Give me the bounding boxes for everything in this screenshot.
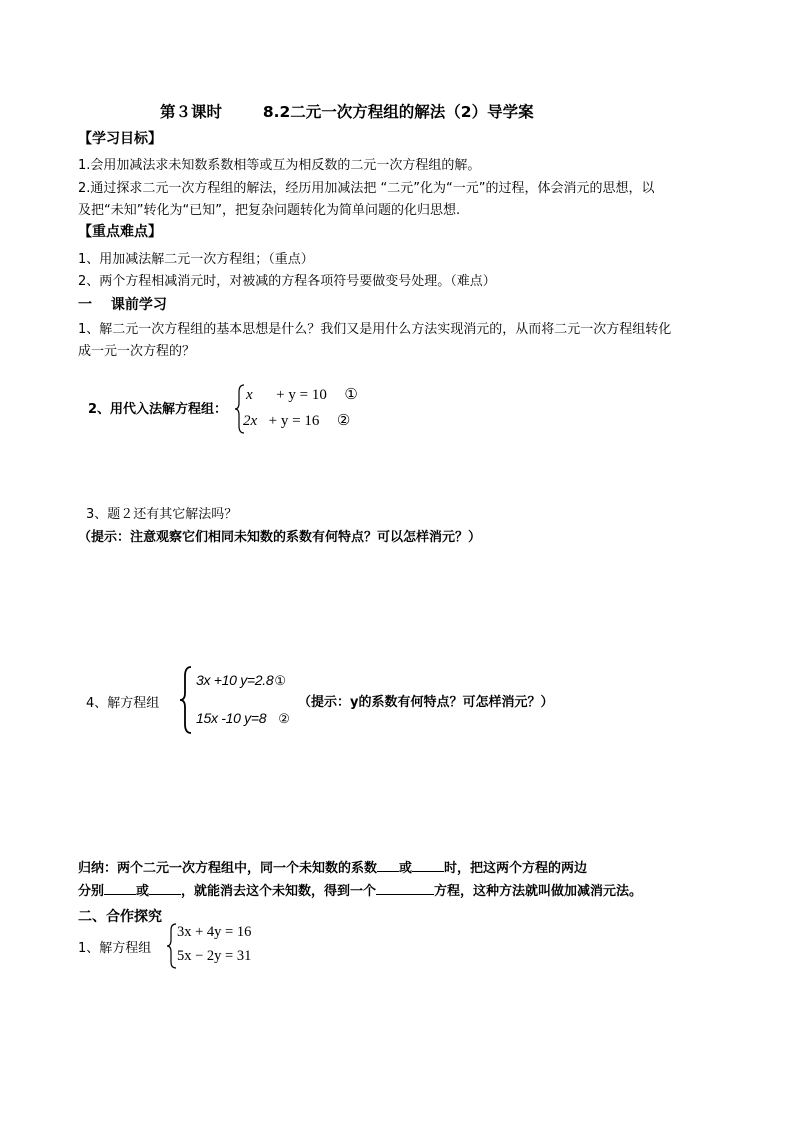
brace-icon: [179, 666, 193, 734]
system4-equation-2: [196, 710, 290, 727]
section2-heading: 二、合作探究: [78, 909, 162, 925]
equation-marker-2: ②: [278, 711, 290, 726]
system5-equation-2: 5x − 2y = 31: [177, 948, 252, 964]
question4-hint: （提示：y的系数有何特点？可怎样消元？）: [298, 695, 554, 710]
question1-line-b: 成一元一次方程的？: [78, 344, 196, 359]
eq-text: 15x -10 y=8: [196, 710, 267, 726]
keypoints-line-2: 2、两个方程相减消元时，对被减的方程各项符号要做变号处理。（难点）: [78, 274, 496, 289]
fill-blank[interactable]: [377, 858, 399, 872]
lesson-number: 第３课时: [160, 102, 223, 121]
equation-marker-2: ②: [336, 413, 351, 429]
eq-term: x: [246, 387, 253, 403]
eq-term: 2x: [243, 413, 258, 429]
question1-line-a: 1、解二元一次方程组的基本思想是什么？我们又是用什么方法实现消元的，从而将二元一次方程组转化: [78, 322, 672, 337]
system5-equation-1: 3x + 4y = 16: [177, 924, 252, 940]
question4-label: 4、解方程组: [86, 696, 160, 711]
summary-text: 分别: [78, 884, 105, 899]
fill-blank[interactable]: [412, 858, 444, 872]
goals-line-2b: 及把“未知”转化为“已知”，把复杂问题转化为简单问题的化归思想.: [78, 203, 461, 218]
keypoints-line-1: 1、用加减法解二元一次方程组；（重点）: [78, 252, 314, 267]
eq-rest: + y = 10: [276, 387, 327, 403]
goals-line-2a: 2.通过探求二元一次方程组的解法，经历用加减法把 “二元”化为“一元”的过程，体会消元的思想，以: [78, 181, 655, 196]
summary-text: 时，把这两个方程的两边: [444, 861, 588, 876]
fill-blank[interactable]: [104, 881, 136, 895]
section2-question1-label: 1、解方程组: [78, 941, 152, 956]
question2-label: 2、用代入法解方程组：: [88, 402, 228, 417]
summary-line-1: [78, 857, 587, 876]
summary-line-2: [78, 880, 642, 899]
page-title: [160, 100, 534, 122]
eq-text: 3x +10 y=2.8: [196, 672, 274, 688]
section1-heading: 一 课前学习: [78, 297, 167, 313]
fill-blank[interactable]: [149, 881, 181, 895]
summary-text: ，就能消去这个未知数，得到一个: [181, 884, 377, 899]
equation-marker-1: ①: [344, 387, 358, 403]
goals-heading: 【学习目标】: [78, 131, 162, 147]
fill-blank[interactable]: [376, 881, 434, 895]
keypoints-heading: 【重点难点】: [78, 224, 162, 240]
question3: 3、题２还有其它解法吗？: [86, 507, 238, 522]
summary-text: 或: [399, 861, 413, 876]
equation-marker-1: ①: [274, 673, 286, 688]
system2-equation-1: [246, 385, 358, 404]
summary-text: 方程，这种方法就叫做加减消元法。: [434, 884, 643, 899]
question3-hint: （提示：注意观察它们相同未知数的系数有何特点？可以怎样消元？）: [78, 530, 482, 545]
summary-text: 归纳：两个二元一次方程组中，同一个未知数的系数: [78, 861, 378, 876]
system4-equation-1: [196, 672, 286, 689]
eq-rest: + y = 16: [268, 413, 320, 429]
lesson-title: 8.2二元一次方程组的解法（2）导学案: [262, 103, 534, 121]
summary-text: 或: [136, 884, 150, 899]
system2-equation-2: [243, 411, 350, 430]
goals-line-1: 1.会用加减法求未知数系数相等或互为相反数的二元一次方程组的解。: [78, 158, 481, 173]
